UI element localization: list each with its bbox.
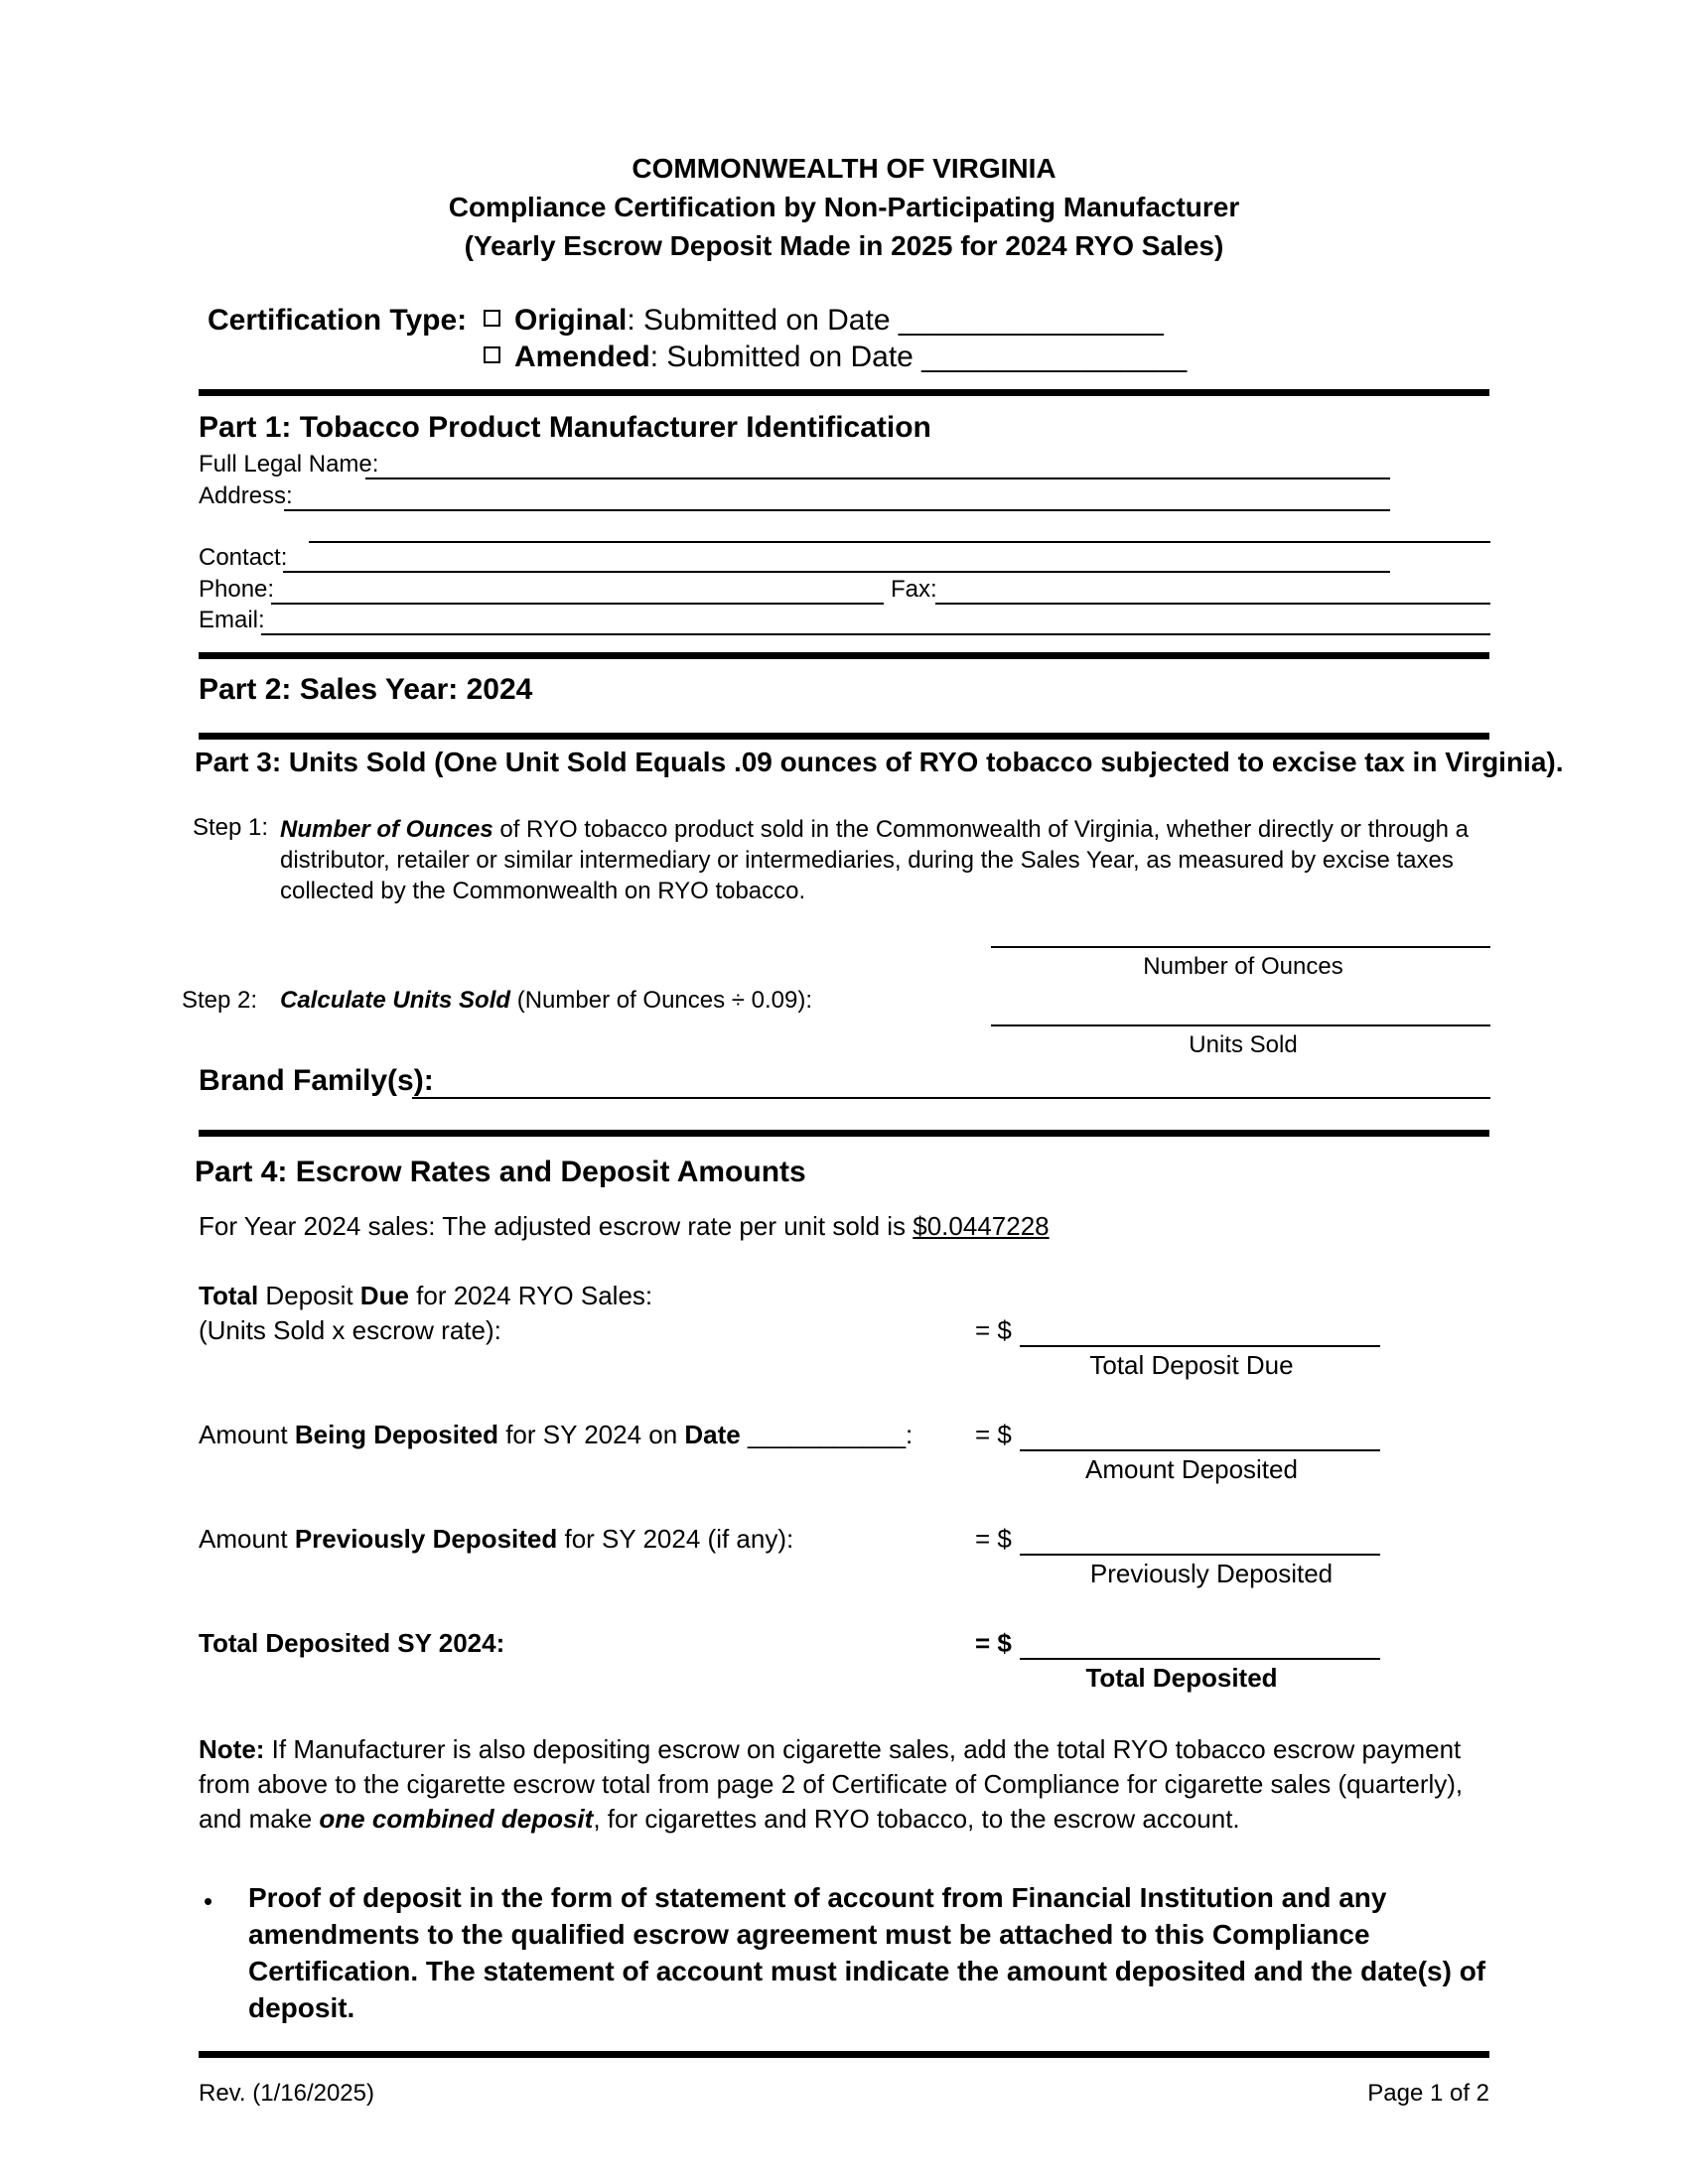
amended-checkbox[interactable] bbox=[484, 346, 500, 363]
units-sold-caption: Units Sold bbox=[1189, 1031, 1298, 1058]
amount-deposited-caption: Amount Deposited bbox=[1085, 1454, 1298, 1484]
equals-dollar: = $ bbox=[975, 1628, 1012, 1658]
part3-heading: Part 3: Units Sold (One Unit Sold Equals .09 ounces of RYO tobacco subjected to excise tax in Virginia). bbox=[195, 747, 1564, 777]
certification-original-row bbox=[484, 304, 1164, 338]
full-legal-name-field[interactable] bbox=[365, 478, 1390, 479]
amount-text: Amount bbox=[199, 1524, 295, 1554]
address-field[interactable] bbox=[284, 509, 1390, 511]
original-checkbox[interactable] bbox=[484, 310, 500, 327]
address-label: Address: bbox=[199, 482, 293, 509]
sales-text: for 2024 RYO Sales: bbox=[408, 1281, 653, 1310]
sy-text: for SY 2024 (if any): bbox=[557, 1524, 794, 1554]
divider bbox=[199, 733, 1489, 740]
units-sold-field[interactable] bbox=[991, 1024, 1490, 1026]
ounces-caption: Number of Ounces bbox=[1143, 953, 1343, 980]
amount-being-deposited-label bbox=[199, 1420, 913, 1450]
equals-dollar: = $ bbox=[975, 1524, 1012, 1554]
total-deposit-due-sublabel: (Units Sold x escrow rate): bbox=[199, 1315, 501, 1345]
step2-text bbox=[280, 987, 812, 1015]
brand-family-label: Brand Family(s): bbox=[199, 1064, 434, 1097]
phone-field[interactable] bbox=[271, 603, 884, 605]
amount-deposited-field[interactable] bbox=[1020, 1449, 1380, 1451]
brand-family-field[interactable] bbox=[412, 1097, 1490, 1099]
note-label: Note: bbox=[199, 1734, 265, 1764]
escrow-rate-text: For Year 2024 sales: The adjusted escrow rate per unit sold is bbox=[199, 1211, 914, 1241]
step2-emphasis: Calculate Units Sold bbox=[280, 987, 511, 1014]
equals-dollar: = $ bbox=[975, 1420, 1012, 1449]
step1-text bbox=[280, 814, 1501, 906]
step1-label: Step 1: bbox=[193, 814, 269, 841]
form-title-line2: Compliance Certification by Non-Participating Manufacturer bbox=[448, 192, 1240, 222]
fax-field[interactable] bbox=[935, 603, 1490, 605]
step2-label: Step 2: bbox=[182, 987, 258, 1014]
total-deposited-label: Total Deposited SY 2024: bbox=[199, 1628, 505, 1658]
step2-body: (Number of Ounces ÷ 0.09): bbox=[510, 987, 813, 1014]
form-title-line3: (Yearly Escrow Deposit Made in 2025 for 2024 RYO Sales) bbox=[464, 230, 1224, 261]
total-deposit-due-label bbox=[199, 1281, 652, 1311]
sy-text: for SY 2024 on bbox=[497, 1420, 685, 1449]
fax-label: Fax: bbox=[891, 576, 937, 603]
amount-text: Amount bbox=[199, 1420, 295, 1449]
note-text-end: , for cigarettes and RYO tobacco, to the escrow account. bbox=[593, 1804, 1240, 1834]
total-deposited-caption: Total Deposited bbox=[1085, 1663, 1278, 1693]
escrow-rate-value: $0.0447228 bbox=[913, 1211, 1050, 1241]
step1-emphasis: Number of Ounces bbox=[280, 816, 493, 843]
certification-type-label: Certification Type: bbox=[208, 304, 468, 337]
form-title-line1: COMMONWEALTH OF VIRGINIA bbox=[632, 153, 1056, 184]
part2-heading: Part 2: Sales Year: 2024 bbox=[199, 673, 533, 706]
note-emphasis: one combined deposit bbox=[319, 1804, 594, 1834]
divider bbox=[199, 1130, 1489, 1137]
amended-date-text: : Submitted on Date ________________ bbox=[649, 341, 1188, 373]
phone-label: Phone: bbox=[199, 576, 275, 603]
email-field[interactable] bbox=[261, 633, 1490, 635]
previously-deposited-field[interactable] bbox=[1020, 1554, 1380, 1556]
total-deposit-due-field[interactable] bbox=[1020, 1345, 1380, 1347]
total-deposited-field[interactable] bbox=[1020, 1658, 1380, 1660]
original-date-text: : Submitted on Date ________________ bbox=[627, 304, 1164, 337]
being-deposited-bold: Being Deposited bbox=[294, 1420, 498, 1449]
total-deposit-due-caption: Total Deposit Due bbox=[1089, 1350, 1294, 1380]
email-label: Email: bbox=[199, 607, 265, 633]
divider bbox=[199, 389, 1489, 396]
certification-amended-row bbox=[484, 341, 1187, 374]
part1-heading: Part 1: Tobacco Product Manufacturer Identification bbox=[199, 411, 931, 444]
amended-label: Amended bbox=[514, 341, 650, 373]
full-legal-name-label: Full Legal Name: bbox=[199, 451, 379, 478]
note-text: If Manufacturer is also depositing escrow on cigarette sales, add the total RYO tobacco escrow payment from above to the cigarette escrow total from page 2 of Certificate of Compliance for cigarette sales (quarterly), and make bbox=[199, 1734, 1464, 1834]
original-label: Original bbox=[514, 304, 628, 337]
deposit-text: Deposit bbox=[258, 1281, 360, 1310]
proof-of-deposit-text: Proof of deposit in the form of statement of account from Financial Institution and any amendments to the qualified escrow agreement must be attached to this Compliance Certification. The statement of account must indicate the amount deposited and the date(s) of deposit. bbox=[248, 1882, 1486, 2023]
divider bbox=[199, 652, 1489, 659]
ounces-field[interactable] bbox=[991, 946, 1490, 948]
divider bbox=[199, 2051, 1489, 2058]
escrow-rate-line bbox=[199, 1211, 1050, 1242]
page-number: Page 1 of 2 bbox=[1367, 2080, 1489, 2107]
due-bold: Due bbox=[359, 1281, 409, 1310]
equals-dollar: = $ bbox=[975, 1315, 1012, 1345]
note-paragraph bbox=[199, 1732, 1499, 1837]
step1-body: of RYO tobacco product sold in the Commonwealth of Virginia, whether directly or through a distributor, retailer or similar intermediary or intermediaries, during the Sales Year, as measured by excise taxes collected by the Commonwealth on RYO tobacco. bbox=[280, 816, 1470, 904]
contact-label: Contact: bbox=[199, 544, 288, 571]
total-bold: Total bbox=[199, 1281, 259, 1310]
date-blank: ___________: bbox=[740, 1420, 914, 1449]
previously-deposited-label bbox=[199, 1524, 793, 1555]
address-field-line2[interactable] bbox=[309, 541, 1490, 543]
revision-date: Rev. (1/16/2025) bbox=[199, 2080, 374, 2107]
previously-deposited-bold: Previously Deposited bbox=[294, 1524, 558, 1554]
date-bold: Date bbox=[684, 1420, 741, 1449]
contact-field[interactable] bbox=[283, 571, 1390, 573]
previously-deposited-caption: Previously Deposited bbox=[1089, 1559, 1334, 1588]
part4-heading: Part 4: Escrow Rates and Deposit Amounts bbox=[195, 1156, 806, 1188]
bullet-marker: • bbox=[204, 1886, 213, 1916]
